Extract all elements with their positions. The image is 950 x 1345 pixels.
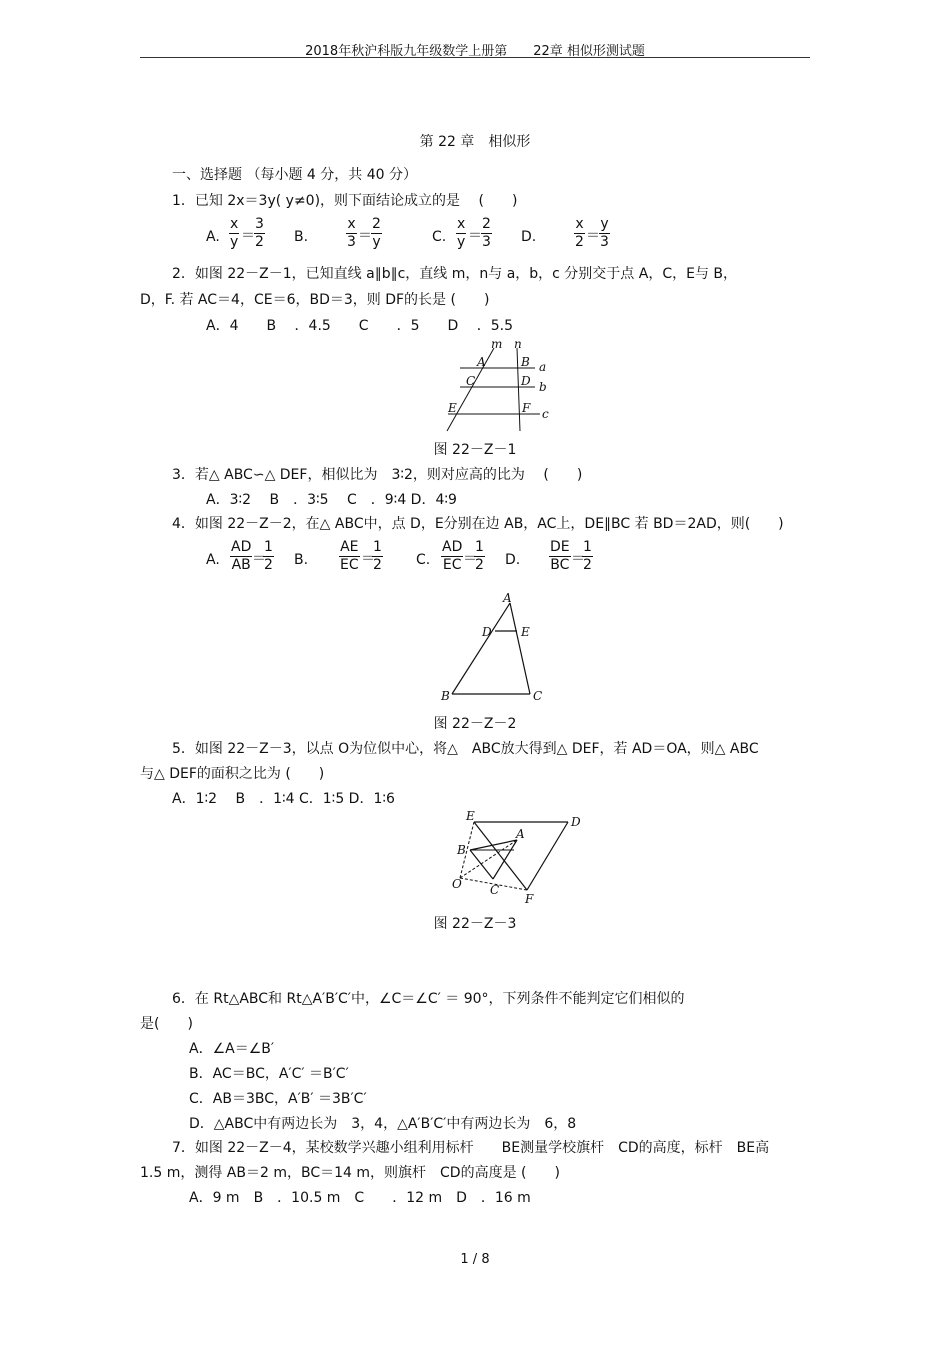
q6-option-c: C．AB＝3BC，A′B′ ＝3B′C′: [189, 1091, 367, 1107]
q5-line2: 与△ DEF的面积之比为 ( ): [140, 766, 325, 782]
q4-b-frac1: $\frac{AE}{EC}$: [340, 539, 359, 573]
q4-d-frac2: $\frac{1}{2}$: [583, 539, 592, 573]
fig1-label-b: b: [539, 380, 547, 394]
q4-d-label: D.: [505, 552, 521, 568]
q5-options: A．1∶2 B ．1∶4 C．1∶5 D．1∶6: [172, 791, 395, 807]
section-heading: 一、选择题 （每小题 4 分，共 40 分）: [172, 167, 417, 183]
q4-stem: 4．如图 22－Z－2，在△ ABC中，点 D，E分别在边 AB，AC上，DE∥BC 若 BD＝2AD，则( ): [172, 516, 784, 532]
q1-b-frac2: $\frac{2}{y}$: [372, 216, 381, 250]
q1-d-label: D.: [521, 229, 537, 245]
q3-stem: 3．若△ ABC∽△ DEF，相似比为 3∶2，则对应高的比为 ( ): [172, 467, 583, 483]
q1-c-label: C.: [432, 229, 447, 245]
q6-line1: 6．在 Rt△ABC和 Rt△A′B′C′中，∠C＝∠C′ ＝ 90°，下列条件不能判定它们相似的: [172, 991, 685, 1007]
q7-line2: 1.5 m，测得 AB＝2 m，BC＝14 m，则旗杆 CD的高度是 ( ): [140, 1165, 560, 1181]
q4-c-label: C.: [416, 552, 431, 568]
figure-22-z-1: [440, 338, 560, 434]
figure-22-z-2: [432, 588, 552, 706]
header-rule: [140, 57, 810, 58]
fig1-label-n: n: [514, 338, 522, 351]
figure-22-z-1-caption: 图 22－Z－1: [433, 442, 517, 458]
q1-b-frac1: $\frac{x}{3}$: [347, 216, 356, 250]
q4-a-label: A.: [206, 552, 220, 568]
q4-b-frac2: $\frac{1}{2}$: [373, 539, 382, 573]
q4-c-eq: ＝: [463, 551, 477, 567]
q4-d-frac1: $\frac{DE}{BC}$: [550, 539, 570, 573]
q2-line1: 2．如图 22－Z－1，已知直线 a∥b∥c，直线 m，n与 a，b，c 分别交于点 A，C，E与 B，: [172, 266, 738, 282]
q3-options: A．3∶2 B ．3∶5 C ．9∶4 D．4∶9: [206, 492, 457, 508]
q4-c-frac2: $\frac{1}{2}$: [475, 539, 484, 573]
fig1-label-B: B: [521, 355, 530, 369]
q5-line1: 5．如图 22－Z－3，以点 O为位似中心，将△ ABC放大得到△ DEF，若 AD＝OA，则△ ABC: [172, 741, 759, 757]
fig1-label-D: D: [521, 374, 531, 388]
fig2-label-E: E: [521, 625, 530, 639]
fig1-label-C: C: [466, 374, 476, 388]
q2-options: A．4 B ．4.5 C ．5 D ．5.5: [206, 318, 513, 334]
q6-line2: 是( ): [140, 1016, 193, 1032]
page-header: 2018年秋沪科版九年级数学上册第 22章 相似形测试题: [305, 44, 645, 59]
q1-c-frac1: $\frac{x}{y}$: [457, 216, 466, 250]
figure-22-z-3: [448, 808, 588, 908]
q6-option-a: A．∠A＝∠B′: [189, 1041, 275, 1057]
figure-22-z-3-caption: 图 22－Z－3: [433, 916, 517, 932]
fig3-label-E: E: [466, 809, 475, 823]
fig1-label-A: A: [477, 355, 486, 369]
chapter-title: 第 22 章 相似形: [419, 134, 531, 150]
q1-c-eq: ＝: [468, 228, 482, 244]
q4-c-frac1: $\frac{AD}{EC}$: [442, 539, 463, 573]
q1-a-frac1: $\frac{x}{y}$: [230, 216, 239, 250]
q2-line2: D，F. 若 AC＝4，CE＝6，BD＝3，则 DF的长是 ( ): [140, 292, 490, 308]
q1-c-frac2: $\frac{2}{3}$: [482, 216, 491, 250]
fig1-label-F: F: [522, 401, 531, 415]
fig1-label-c: c: [542, 407, 549, 421]
fig3-label-B: B: [457, 843, 466, 857]
q1-d-eq: ＝: [586, 228, 600, 244]
q4-d-eq: ＝: [571, 551, 585, 567]
q4-a-frac1: $\frac{AD}{AB}$: [231, 539, 252, 573]
fig3-label-C: C: [490, 883, 500, 897]
q1-a-frac2: $\frac{3}{2}$: [255, 216, 264, 250]
fig3-label-D: D: [571, 815, 581, 829]
q1-stem: 1．已知 2x＝3y( y≠0)，则下面结论成立的是 ( ): [172, 193, 518, 209]
q1-b-label: B.: [294, 229, 309, 245]
fig2-label-A: A: [503, 591, 512, 605]
q7-line1: 7．如图 22－Z－4，某校数学兴趣小组利用标杆 BE测量学校旗杆 CD的高度，标杆 BE高: [172, 1140, 770, 1156]
q1-a-eq: ＝: [241, 228, 255, 244]
q7-options: A．9 m B ．10.5 m C ．12 m D ．16 m: [189, 1190, 531, 1206]
fig2-label-C: C: [533, 689, 543, 703]
fig2-label-B: B: [441, 689, 450, 703]
fig3-label-F: F: [525, 892, 534, 906]
fig3-label-A: A: [516, 827, 525, 841]
figure-22-z-2-caption: 图 22－Z－2: [433, 716, 517, 732]
q6-option-d: D．△ABC中有两边长为 3，4，△A′B′C′中有两边长为 6，8: [189, 1116, 577, 1132]
q4-a-eq: ＝: [252, 551, 266, 567]
q1-d-frac1: $\frac{x}{2}$: [575, 216, 584, 250]
fig1-label-a: a: [539, 360, 547, 374]
q4-b-label: B.: [294, 552, 309, 568]
q4-a-frac2: $\frac{1}{2}$: [264, 539, 273, 573]
page-number: 1 / 8: [460, 1252, 490, 1267]
q6-option-b: B．AC＝BC，A′C′ ＝B′C′: [189, 1066, 349, 1082]
fig1-label-m: m: [491, 338, 503, 351]
q1-b-eq: ＝: [358, 228, 372, 244]
fig2-label-D: D: [482, 625, 492, 639]
fig3-label-O: O: [452, 877, 462, 891]
q4-b-eq: ＝: [361, 551, 375, 567]
fig1-label-E: E: [448, 401, 457, 415]
q1-a-label: A.: [206, 229, 220, 245]
q1-d-frac2: $\frac{y}{3}$: [600, 216, 609, 250]
